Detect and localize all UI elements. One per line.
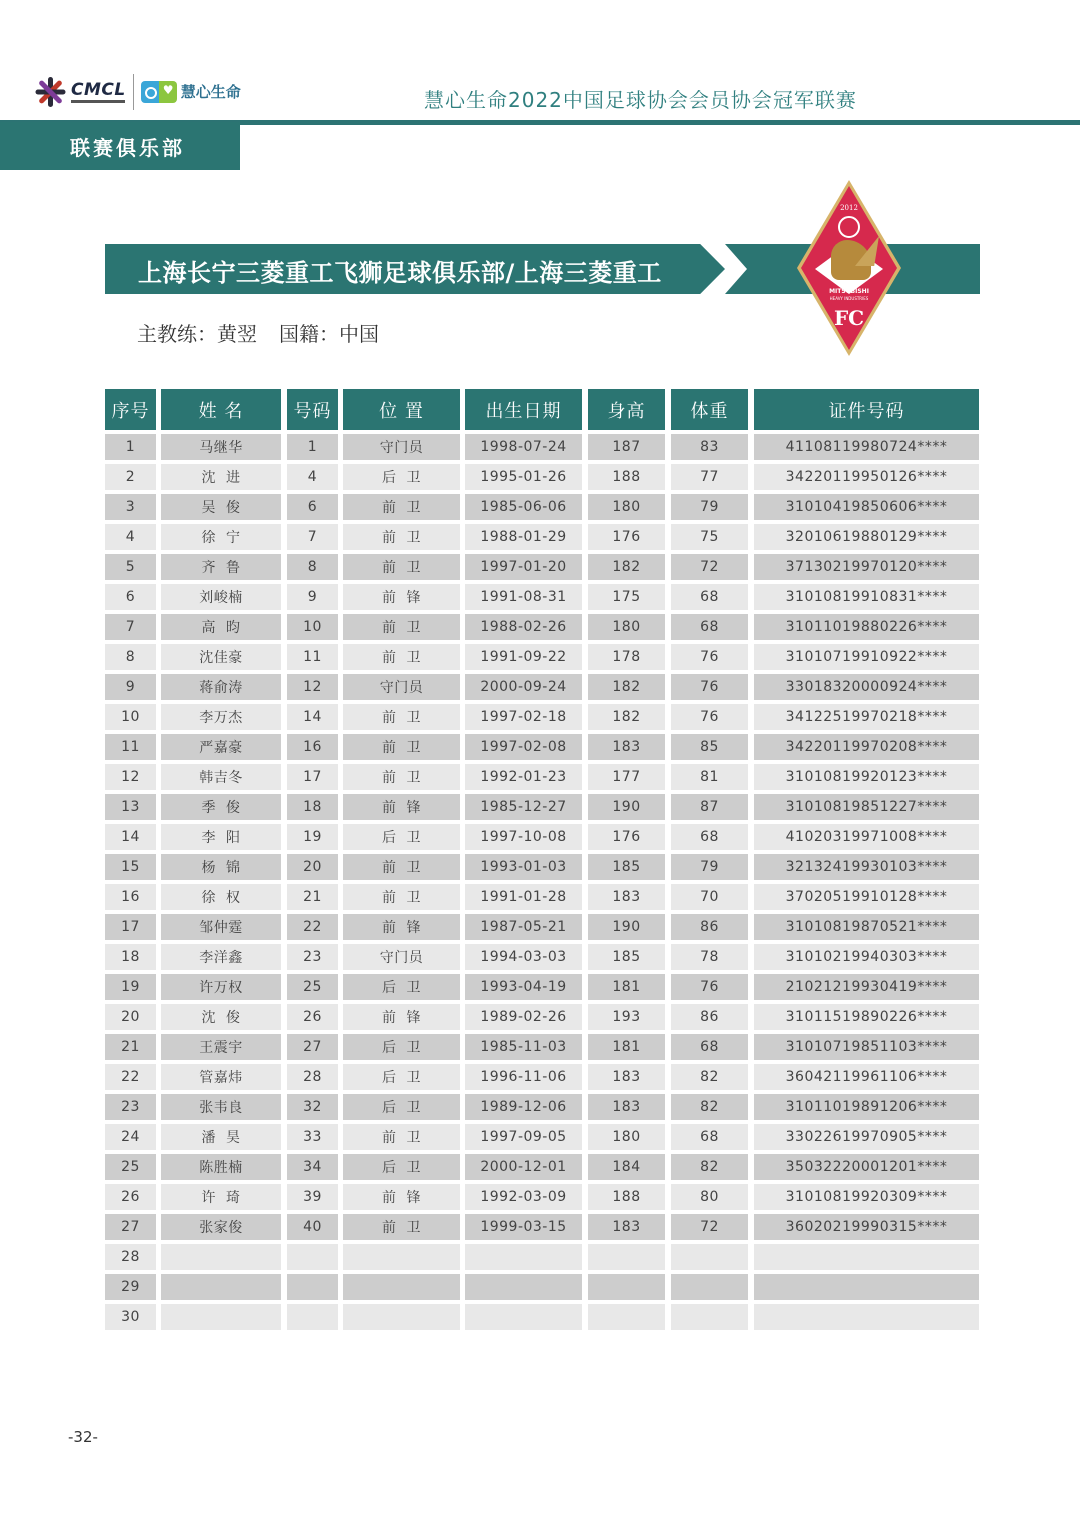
crest-year: 2012 bbox=[840, 204, 858, 212]
cell-seq: 23 bbox=[105, 1094, 156, 1120]
cell-name: 管嘉炜 bbox=[161, 1064, 281, 1090]
cell-birthdate: 1991-09-22 bbox=[465, 644, 582, 670]
cell-weight: 78 bbox=[671, 944, 748, 970]
cell-number: 23 bbox=[287, 944, 338, 970]
cell-weight: 75 bbox=[671, 524, 748, 550]
cell-position: 前 锋 bbox=[343, 1004, 460, 1030]
nationality-value: 中国 bbox=[339, 322, 379, 346]
cell-position: 守门员 bbox=[343, 434, 460, 460]
cell-birthdate: 1985-06-06 bbox=[465, 494, 582, 520]
cell-name: 邹仲霆 bbox=[161, 914, 281, 940]
cell-id-number: 31010719910922**** bbox=[754, 644, 979, 670]
cell-seq: 21 bbox=[105, 1034, 156, 1060]
column-header-weight: 体重 bbox=[671, 389, 748, 430]
cell-id-number: 31010819920309**** bbox=[754, 1184, 979, 1210]
column-header-seq: 序号 bbox=[105, 389, 156, 430]
cell-birthdate: 1987-05-21 bbox=[465, 914, 582, 940]
cell-seq: 30 bbox=[105, 1304, 156, 1330]
cell-position: 守门员 bbox=[343, 674, 460, 700]
cell-height: 183 bbox=[588, 1214, 665, 1240]
cell-number: 25 bbox=[287, 974, 338, 1000]
cell-birthdate: 1997-10-08 bbox=[465, 824, 582, 850]
cell-number: 34 bbox=[287, 1154, 338, 1180]
cell-number: 20 bbox=[287, 854, 338, 880]
cell-number bbox=[287, 1304, 338, 1330]
cell-birthdate: 2000-09-24 bbox=[465, 674, 582, 700]
club-crest-logo bbox=[797, 180, 901, 356]
cell-height: 190 bbox=[588, 914, 665, 940]
cell-name: 徐 宁 bbox=[161, 524, 281, 550]
cell-seq: 1 bbox=[105, 434, 156, 460]
cell-name: 韩吉冬 bbox=[161, 764, 281, 790]
cell-id-number: 32010619880129**** bbox=[754, 524, 979, 550]
cell-height: 190 bbox=[588, 794, 665, 820]
cell-id-number: 34220119970208**** bbox=[754, 734, 979, 760]
cell-weight: 82 bbox=[671, 1154, 748, 1180]
cell-birthdate: 1989-12-06 bbox=[465, 1094, 582, 1120]
cell-id-number: 35032220001201**** bbox=[754, 1154, 979, 1180]
cell-birthdate: 1997-01-20 bbox=[465, 554, 582, 580]
football-icon bbox=[838, 216, 860, 238]
cell-seq: 12 bbox=[105, 764, 156, 790]
cell-weight: 81 bbox=[671, 764, 748, 790]
cell-height: 187 bbox=[588, 434, 665, 460]
cell-seq: 10 bbox=[105, 704, 156, 730]
cell-position: 前 卫 bbox=[343, 764, 460, 790]
cell-birthdate: 1997-02-18 bbox=[465, 704, 582, 730]
column-header-height: 身高 bbox=[588, 389, 665, 430]
cell-seq: 6 bbox=[105, 584, 156, 610]
cell-weight: 68 bbox=[671, 824, 748, 850]
cell-birthdate: 1997-09-05 bbox=[465, 1124, 582, 1150]
column-header-id-number: 证件号码 bbox=[754, 389, 979, 430]
header-logos bbox=[33, 72, 241, 112]
cell-height: 193 bbox=[588, 1004, 665, 1030]
cell-position: 前 卫 bbox=[343, 734, 460, 760]
cell-name: 王震宇 bbox=[161, 1034, 281, 1060]
cell-position: 后 卫 bbox=[343, 1064, 460, 1090]
cell-id-number bbox=[754, 1244, 979, 1270]
cell-name: 齐 鲁 bbox=[161, 554, 281, 580]
cell-id-number: 31011019880226**** bbox=[754, 614, 979, 640]
cell-seq: 4 bbox=[105, 524, 156, 550]
cell-birthdate: 1992-03-09 bbox=[465, 1184, 582, 1210]
cell-birthdate: 1998-07-24 bbox=[465, 434, 582, 460]
huixin-eye-heart-icon bbox=[141, 81, 177, 103]
cell-birthdate: 1995-01-26 bbox=[465, 464, 582, 490]
cell-position: 后 卫 bbox=[343, 974, 460, 1000]
cell-number: 17 bbox=[287, 764, 338, 790]
cell-position: 前 卫 bbox=[343, 554, 460, 580]
cell-id-number: 33022619970905**** bbox=[754, 1124, 979, 1150]
coach-label: 主教练： bbox=[137, 322, 217, 346]
cmcl-logo-subtitle bbox=[71, 100, 125, 103]
cell-height: 182 bbox=[588, 704, 665, 730]
cell-height: 180 bbox=[588, 494, 665, 520]
cell-position: 前 锋 bbox=[343, 1184, 460, 1210]
cell-name bbox=[161, 1274, 281, 1300]
huixin-logo-text: 慧心生命 bbox=[180, 83, 241, 101]
cell-weight: 70 bbox=[671, 884, 748, 910]
cell-position: 后 卫 bbox=[343, 464, 460, 490]
cell-name bbox=[161, 1244, 281, 1270]
cell-id-number: 36020219990315**** bbox=[754, 1214, 979, 1240]
cell-position: 前 锋 bbox=[343, 584, 460, 610]
cell-weight: 86 bbox=[671, 914, 748, 940]
cell-weight: 85 bbox=[671, 734, 748, 760]
cell-position: 前 卫 bbox=[343, 494, 460, 520]
cell-position: 后 卫 bbox=[343, 1094, 460, 1120]
cell-seq: 8 bbox=[105, 644, 156, 670]
cell-id-number: 31010819870521**** bbox=[754, 914, 979, 940]
cell-seq: 9 bbox=[105, 674, 156, 700]
cell-number: 32 bbox=[287, 1094, 338, 1120]
cell-seq: 14 bbox=[105, 824, 156, 850]
cell-position: 前 卫 bbox=[343, 644, 460, 670]
cell-weight: 76 bbox=[671, 704, 748, 730]
section-tab-label: 联赛俱乐部 bbox=[70, 135, 185, 160]
page-number: -32- bbox=[68, 1428, 98, 1446]
cell-birthdate: 1985-12-27 bbox=[465, 794, 582, 820]
cell-seq: 20 bbox=[105, 1004, 156, 1030]
cell-seq: 26 bbox=[105, 1184, 156, 1210]
cell-birthdate: 1985-11-03 bbox=[465, 1034, 582, 1060]
cell-id-number: 31011519890226**** bbox=[754, 1004, 979, 1030]
cell-weight bbox=[671, 1244, 748, 1270]
cell-seq: 16 bbox=[105, 884, 156, 910]
cell-height: 175 bbox=[588, 584, 665, 610]
cell-weight: 76 bbox=[671, 674, 748, 700]
cell-birthdate: 1997-02-08 bbox=[465, 734, 582, 760]
cell-number: 22 bbox=[287, 914, 338, 940]
cell-id-number: 33018320000924**** bbox=[754, 674, 979, 700]
cell-seq: 11 bbox=[105, 734, 156, 760]
cell-weight: 72 bbox=[671, 554, 748, 580]
cell-number: 40 bbox=[287, 1214, 338, 1240]
column-header-position: 位 置 bbox=[343, 389, 460, 430]
cell-number: 18 bbox=[287, 794, 338, 820]
cell-height: 178 bbox=[588, 644, 665, 670]
cell-weight: 68 bbox=[671, 1034, 748, 1060]
cell-number bbox=[287, 1244, 338, 1270]
cell-birthdate: 1996-11-06 bbox=[465, 1064, 582, 1090]
cell-seq: 29 bbox=[105, 1274, 156, 1300]
cell-number: 6 bbox=[287, 494, 338, 520]
coach-info bbox=[137, 318, 379, 347]
cell-height: 184 bbox=[588, 1154, 665, 1180]
crest-fc: FC bbox=[833, 306, 865, 330]
cell-weight: 80 bbox=[671, 1184, 748, 1210]
cell-seq: 3 bbox=[105, 494, 156, 520]
cell-id-number: 31010819910831**** bbox=[754, 584, 979, 610]
cell-number bbox=[287, 1274, 338, 1300]
crest-brand bbox=[797, 288, 901, 302]
cell-height: 188 bbox=[588, 1184, 665, 1210]
cell-weight: 68 bbox=[671, 584, 748, 610]
cell-seq: 27 bbox=[105, 1214, 156, 1240]
cell-name: 高 昀 bbox=[161, 614, 281, 640]
cell-seq: 24 bbox=[105, 1124, 156, 1150]
cell-name: 沈佳豪 bbox=[161, 644, 281, 670]
cell-id-number bbox=[754, 1304, 979, 1330]
cell-name: 严嘉豪 bbox=[161, 734, 281, 760]
nationality-label: 国籍： bbox=[279, 322, 339, 346]
cell-position: 前 锋 bbox=[343, 914, 460, 940]
cell-position: 前 卫 bbox=[343, 524, 460, 550]
cell-number: 10 bbox=[287, 614, 338, 640]
cell-id-number: 37130219970120**** bbox=[754, 554, 979, 580]
cell-position: 前 锋 bbox=[343, 794, 460, 820]
cell-number: 21 bbox=[287, 884, 338, 910]
cell-number: 4 bbox=[287, 464, 338, 490]
cell-number: 19 bbox=[287, 824, 338, 850]
cell-seq: 5 bbox=[105, 554, 156, 580]
cell-birthdate: 1991-01-28 bbox=[465, 884, 582, 910]
cell-height: 181 bbox=[588, 974, 665, 1000]
cell-position: 前 卫 bbox=[343, 854, 460, 880]
club-name: 上海长宁三菱重工飞狮足球俱乐部/上海三菱重工 bbox=[138, 259, 662, 287]
cell-seq: 17 bbox=[105, 914, 156, 940]
cell-position bbox=[343, 1274, 460, 1300]
cell-position bbox=[343, 1244, 460, 1270]
cell-weight: 68 bbox=[671, 614, 748, 640]
coach-name: 黄翌 bbox=[217, 322, 257, 346]
cell-name: 刘峻楠 bbox=[161, 584, 281, 610]
cell-seq: 22 bbox=[105, 1064, 156, 1090]
cell-name: 许 琦 bbox=[161, 1184, 281, 1210]
cell-weight bbox=[671, 1274, 748, 1300]
cell-position: 前 卫 bbox=[343, 1214, 460, 1240]
cell-height: 183 bbox=[588, 734, 665, 760]
cell-name: 马继华 bbox=[161, 434, 281, 460]
cell-weight: 72 bbox=[671, 1214, 748, 1240]
cell-weight bbox=[671, 1304, 748, 1330]
cell-height: 182 bbox=[588, 554, 665, 580]
cell-name: 潘 昊 bbox=[161, 1124, 281, 1150]
cell-birthdate: 1994-03-03 bbox=[465, 944, 582, 970]
cell-id-number: 31010819851227**** bbox=[754, 794, 979, 820]
section-tab bbox=[0, 122, 240, 170]
column-header-number: 号码 bbox=[287, 389, 338, 430]
cell-height: 188 bbox=[588, 464, 665, 490]
page-header-title: 慧心生命2022中国足球协会会员协会冠军联赛 bbox=[424, 88, 857, 112]
cell-number: 16 bbox=[287, 734, 338, 760]
cell-birthdate bbox=[465, 1244, 582, 1270]
cell-height: 183 bbox=[588, 884, 665, 910]
cell-name: 徐 权 bbox=[161, 884, 281, 910]
cell-position: 后 卫 bbox=[343, 824, 460, 850]
cell-weight: 82 bbox=[671, 1064, 748, 1090]
cell-name: 陈胜楠 bbox=[161, 1154, 281, 1180]
huixin-logo bbox=[181, 83, 241, 101]
cell-name: 李 阳 bbox=[161, 824, 281, 850]
cell-height: 185 bbox=[588, 944, 665, 970]
cell-name: 李洋鑫 bbox=[161, 944, 281, 970]
cell-position: 守门员 bbox=[343, 944, 460, 970]
cell-name: 沈 俊 bbox=[161, 1004, 281, 1030]
cell-number: 39 bbox=[287, 1184, 338, 1210]
cell-height: 177 bbox=[588, 764, 665, 790]
eye-icon bbox=[141, 81, 159, 103]
cell-weight: 79 bbox=[671, 494, 748, 520]
cmcl-logo-text: CMCL bbox=[71, 80, 126, 100]
cell-position: 前 卫 bbox=[343, 704, 460, 730]
cell-height: 183 bbox=[588, 1064, 665, 1090]
cell-id-number: 41108119980724**** bbox=[754, 434, 979, 460]
cell-number: 1 bbox=[287, 434, 338, 460]
cmcl-logo bbox=[71, 81, 126, 103]
cell-weight: 86 bbox=[671, 1004, 748, 1030]
cell-position: 后 卫 bbox=[343, 1034, 460, 1060]
cell-birthdate: 1993-04-19 bbox=[465, 974, 582, 1000]
cell-seq: 25 bbox=[105, 1154, 156, 1180]
cell-seq: 7 bbox=[105, 614, 156, 640]
cell-number: 28 bbox=[287, 1064, 338, 1090]
cell-id-number: 31010719851103**** bbox=[754, 1034, 979, 1060]
cell-id-number: 32132419930103**** bbox=[754, 854, 979, 880]
cell-seq: 2 bbox=[105, 464, 156, 490]
cell-number: 12 bbox=[287, 674, 338, 700]
cell-number: 11 bbox=[287, 644, 338, 670]
cell-name: 李万杰 bbox=[161, 704, 281, 730]
cell-id-number: 41020319971008**** bbox=[754, 824, 979, 850]
cell-weight: 76 bbox=[671, 644, 748, 670]
cell-birthdate: 1988-01-29 bbox=[465, 524, 582, 550]
cell-seq: 13 bbox=[105, 794, 156, 820]
cell-id-number: 34122519970218**** bbox=[754, 704, 979, 730]
cell-weight: 83 bbox=[671, 434, 748, 460]
cell-id-number: 34220119950126**** bbox=[754, 464, 979, 490]
cell-birthdate bbox=[465, 1274, 582, 1300]
cell-id-number: 37020519910128**** bbox=[754, 884, 979, 910]
cell-height: 180 bbox=[588, 614, 665, 640]
cell-name: 张韦良 bbox=[161, 1094, 281, 1120]
cell-weight: 87 bbox=[671, 794, 748, 820]
cell-height: 180 bbox=[588, 1124, 665, 1150]
cell-id-number bbox=[754, 1274, 979, 1300]
cell-seq: 28 bbox=[105, 1244, 156, 1270]
cell-number: 8 bbox=[287, 554, 338, 580]
cell-birthdate: 1991-08-31 bbox=[465, 584, 582, 610]
cell-weight: 79 bbox=[671, 854, 748, 880]
cell-height: 183 bbox=[588, 1094, 665, 1120]
cell-id-number: 31011019891206**** bbox=[754, 1094, 979, 1120]
cell-name: 季 俊 bbox=[161, 794, 281, 820]
crest-brand-line2: HEAVY INDUSTRIES bbox=[829, 296, 869, 301]
cell-height bbox=[588, 1304, 665, 1330]
cell-seq: 15 bbox=[105, 854, 156, 880]
cell-position: 后 卫 bbox=[343, 1154, 460, 1180]
cell-name: 张家俊 bbox=[161, 1214, 281, 1240]
cell-weight: 76 bbox=[671, 974, 748, 1000]
cell-height: 176 bbox=[588, 824, 665, 850]
column-header-birthdate: 出生日期 bbox=[465, 389, 582, 430]
cmcl-snowflake-icon bbox=[33, 75, 67, 109]
cell-position: 前 卫 bbox=[343, 1124, 460, 1150]
cell-weight: 82 bbox=[671, 1094, 748, 1120]
cell-name bbox=[161, 1304, 281, 1330]
heart-icon bbox=[159, 81, 177, 103]
cell-position: 前 卫 bbox=[343, 614, 460, 640]
logo-divider bbox=[133, 74, 134, 110]
cell-id-number: 31010219940303**** bbox=[754, 944, 979, 970]
cell-position bbox=[343, 1304, 460, 1330]
cell-height: 181 bbox=[588, 1034, 665, 1060]
cell-birthdate: 1989-02-26 bbox=[465, 1004, 582, 1030]
cell-name: 蒋俞涛 bbox=[161, 674, 281, 700]
cell-name: 杨 锦 bbox=[161, 854, 281, 880]
cell-id-number: 36042119961106**** bbox=[754, 1064, 979, 1090]
cell-number: 9 bbox=[287, 584, 338, 610]
cell-height: 182 bbox=[588, 674, 665, 700]
column-header-name: 姓 名 bbox=[161, 389, 281, 430]
cell-number: 26 bbox=[287, 1004, 338, 1030]
cell-id-number: 21021219930419**** bbox=[754, 974, 979, 1000]
cell-position: 前 卫 bbox=[343, 884, 460, 910]
cell-birthdate: 2000-12-01 bbox=[465, 1154, 582, 1180]
cell-height: 185 bbox=[588, 854, 665, 880]
cell-name: 沈 进 bbox=[161, 464, 281, 490]
cell-number: 33 bbox=[287, 1124, 338, 1150]
cell-birthdate: 1988-02-26 bbox=[465, 614, 582, 640]
cell-id-number: 31010419850606**** bbox=[754, 494, 979, 520]
cell-weight: 68 bbox=[671, 1124, 748, 1150]
cell-seq: 18 bbox=[105, 944, 156, 970]
cell-number: 7 bbox=[287, 524, 338, 550]
cell-height bbox=[588, 1274, 665, 1300]
cell-height bbox=[588, 1244, 665, 1270]
cell-seq: 19 bbox=[105, 974, 156, 1000]
cell-birthdate: 1992-01-23 bbox=[465, 764, 582, 790]
cell-height: 176 bbox=[588, 524, 665, 550]
cell-name: 吴 俊 bbox=[161, 494, 281, 520]
crest-brand-line1: MITSUBISHI bbox=[829, 288, 869, 295]
cell-name: 许万权 bbox=[161, 974, 281, 1000]
cell-birthdate: 1999-03-15 bbox=[465, 1214, 582, 1240]
cell-id-number: 31010819920123**** bbox=[754, 764, 979, 790]
cell-weight: 77 bbox=[671, 464, 748, 490]
cell-birthdate bbox=[465, 1304, 582, 1330]
cell-number: 14 bbox=[287, 704, 338, 730]
cell-birthdate: 1993-01-03 bbox=[465, 854, 582, 880]
cell-number: 27 bbox=[287, 1034, 338, 1060]
